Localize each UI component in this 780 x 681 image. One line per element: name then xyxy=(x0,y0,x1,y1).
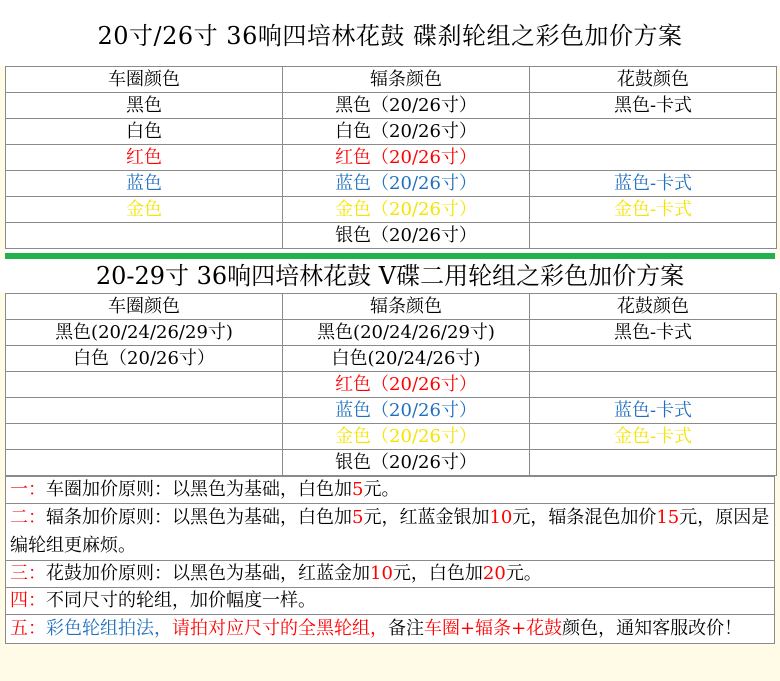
cell-rim: 黑色 xyxy=(6,93,283,119)
table-row xyxy=(6,119,777,145)
note-text: 彩色轮组拍法， xyxy=(46,618,172,639)
cell-hub xyxy=(530,346,777,372)
cell-hub: 蓝色-卡式 xyxy=(530,171,777,197)
cell-rim xyxy=(6,450,283,476)
cell-rim xyxy=(6,372,283,398)
cell-rim xyxy=(6,424,283,450)
note-label: 二： xyxy=(10,507,46,528)
table-row xyxy=(6,372,777,398)
note-3 xyxy=(6,560,774,587)
note-text: 元，红蓝金银加 xyxy=(363,507,490,528)
note-text: 辐条加价原则：以黑色为基础，白色加 xyxy=(46,507,352,528)
cell-spoke: 银色（20/26寸） xyxy=(283,450,530,476)
note-price: 15 xyxy=(656,507,680,528)
note-text: 车圈+辐条+花鼓 xyxy=(424,618,563,639)
note-text: 车圈加价原则：以黑色为基础，白色加 xyxy=(46,479,352,500)
note-text: 元。 xyxy=(363,479,400,500)
cell-rim: 蓝色 xyxy=(6,171,283,197)
cell-rim xyxy=(6,398,283,424)
cell-spoke: 白色（20/26寸） xyxy=(283,119,530,145)
cell-hub xyxy=(530,145,777,171)
cell-rim: 金色 xyxy=(6,197,283,223)
cell-hub xyxy=(530,119,777,145)
cell-rim xyxy=(6,223,283,249)
cell-spoke: 黑色（20/26寸） xyxy=(283,93,530,119)
table2-title: 20-29寸 36响四培林花鼓 V碟二用轮组之彩色加价方案 xyxy=(0,259,780,293)
note-price: 10 xyxy=(370,563,393,584)
header-hub-color: 花鼓颜色 xyxy=(530,67,777,93)
cell-rim: 黑色(20/24/26/29寸) xyxy=(6,320,283,346)
cell-spoke: 银色（20/26寸） xyxy=(283,223,530,249)
header-spoke-color: 辐条颜色 xyxy=(283,67,530,93)
note-text: 元，辐条混色加价 xyxy=(512,507,657,528)
table-row xyxy=(6,450,777,476)
cell-hub xyxy=(530,372,777,398)
header-hub-color: 花鼓颜色 xyxy=(530,294,777,320)
header-rim-color: 车圈颜色 xyxy=(6,294,283,320)
table2 xyxy=(5,293,777,476)
table-row xyxy=(6,171,777,197)
cell-rim: 白色 xyxy=(6,119,283,145)
note-price: 5 xyxy=(352,507,364,528)
note-text: 请拍对应尺寸的全黑轮组， xyxy=(172,618,388,639)
cell-rim: 红色 xyxy=(6,145,283,171)
note-text: 元，原因是编轮组更麻烦。 xyxy=(10,507,770,556)
cell-spoke: 蓝色（20/26寸） xyxy=(283,171,530,197)
note-text: 备注 xyxy=(388,618,424,639)
table-header-row xyxy=(6,67,777,93)
cell-spoke: 金色（20/26寸） xyxy=(283,197,530,223)
header-spoke-color: 辐条颜色 xyxy=(283,294,530,320)
table-row xyxy=(6,145,777,171)
table-row xyxy=(6,398,777,424)
cell-hub xyxy=(530,450,777,476)
table-row xyxy=(6,197,777,223)
cell-spoke: 红色（20/26寸） xyxy=(283,145,530,171)
cell-hub: 金色-卡式 xyxy=(530,424,777,450)
note-label: 三： xyxy=(10,563,46,584)
note-price: 5 xyxy=(352,479,364,500)
table-row xyxy=(6,424,777,450)
table1-title: 20寸/26寸 36响四培林花鼓 碟刹轮组之彩色加价方案 xyxy=(0,0,780,66)
table-row xyxy=(6,93,777,119)
table-header-row xyxy=(6,294,777,320)
cell-spoke: 红色（20/26寸） xyxy=(283,372,530,398)
note-text: 不同尺寸的轮组，加价幅度一样。 xyxy=(46,590,316,611)
cell-hub: 黑色-卡式 xyxy=(530,93,777,119)
note-2 xyxy=(6,503,774,560)
note-5 xyxy=(6,614,774,643)
note-1 xyxy=(6,476,774,503)
note-label: 一： xyxy=(10,479,46,500)
note-text: 元，白色加 xyxy=(392,563,483,584)
header-rim-color: 车圈颜色 xyxy=(6,67,283,93)
cell-hub: 蓝色-卡式 xyxy=(530,398,777,424)
note-price: 20 xyxy=(482,563,506,584)
table-row xyxy=(6,223,777,249)
note-text: 颜色，通知客服改价！ xyxy=(562,618,743,639)
cell-rim: 白色（20/26寸） xyxy=(6,346,283,372)
cell-hub xyxy=(530,223,777,249)
note-text: 元。 xyxy=(505,563,542,584)
table-row xyxy=(6,346,777,372)
cell-spoke: 金色（20/26寸） xyxy=(283,424,530,450)
note-label: 五： xyxy=(10,618,46,639)
cell-spoke: 蓝色（20/26寸） xyxy=(283,398,530,424)
table-row xyxy=(6,320,777,346)
cell-hub: 黑色-卡式 xyxy=(530,320,777,346)
cell-spoke: 黑色(20/24/26/29寸) xyxy=(283,320,530,346)
cell-spoke: 白色(20/24/26寸) xyxy=(283,346,530,372)
note-price: 10 xyxy=(489,507,513,528)
table1 xyxy=(5,66,777,249)
pricing-notes xyxy=(5,476,775,644)
note-text: 花鼓加价原则：以黑色为基础，红蓝金加 xyxy=(46,563,370,584)
note-label: 四： xyxy=(10,590,46,611)
note-4 xyxy=(6,587,774,614)
cell-hub: 金色-卡式 xyxy=(530,197,777,223)
